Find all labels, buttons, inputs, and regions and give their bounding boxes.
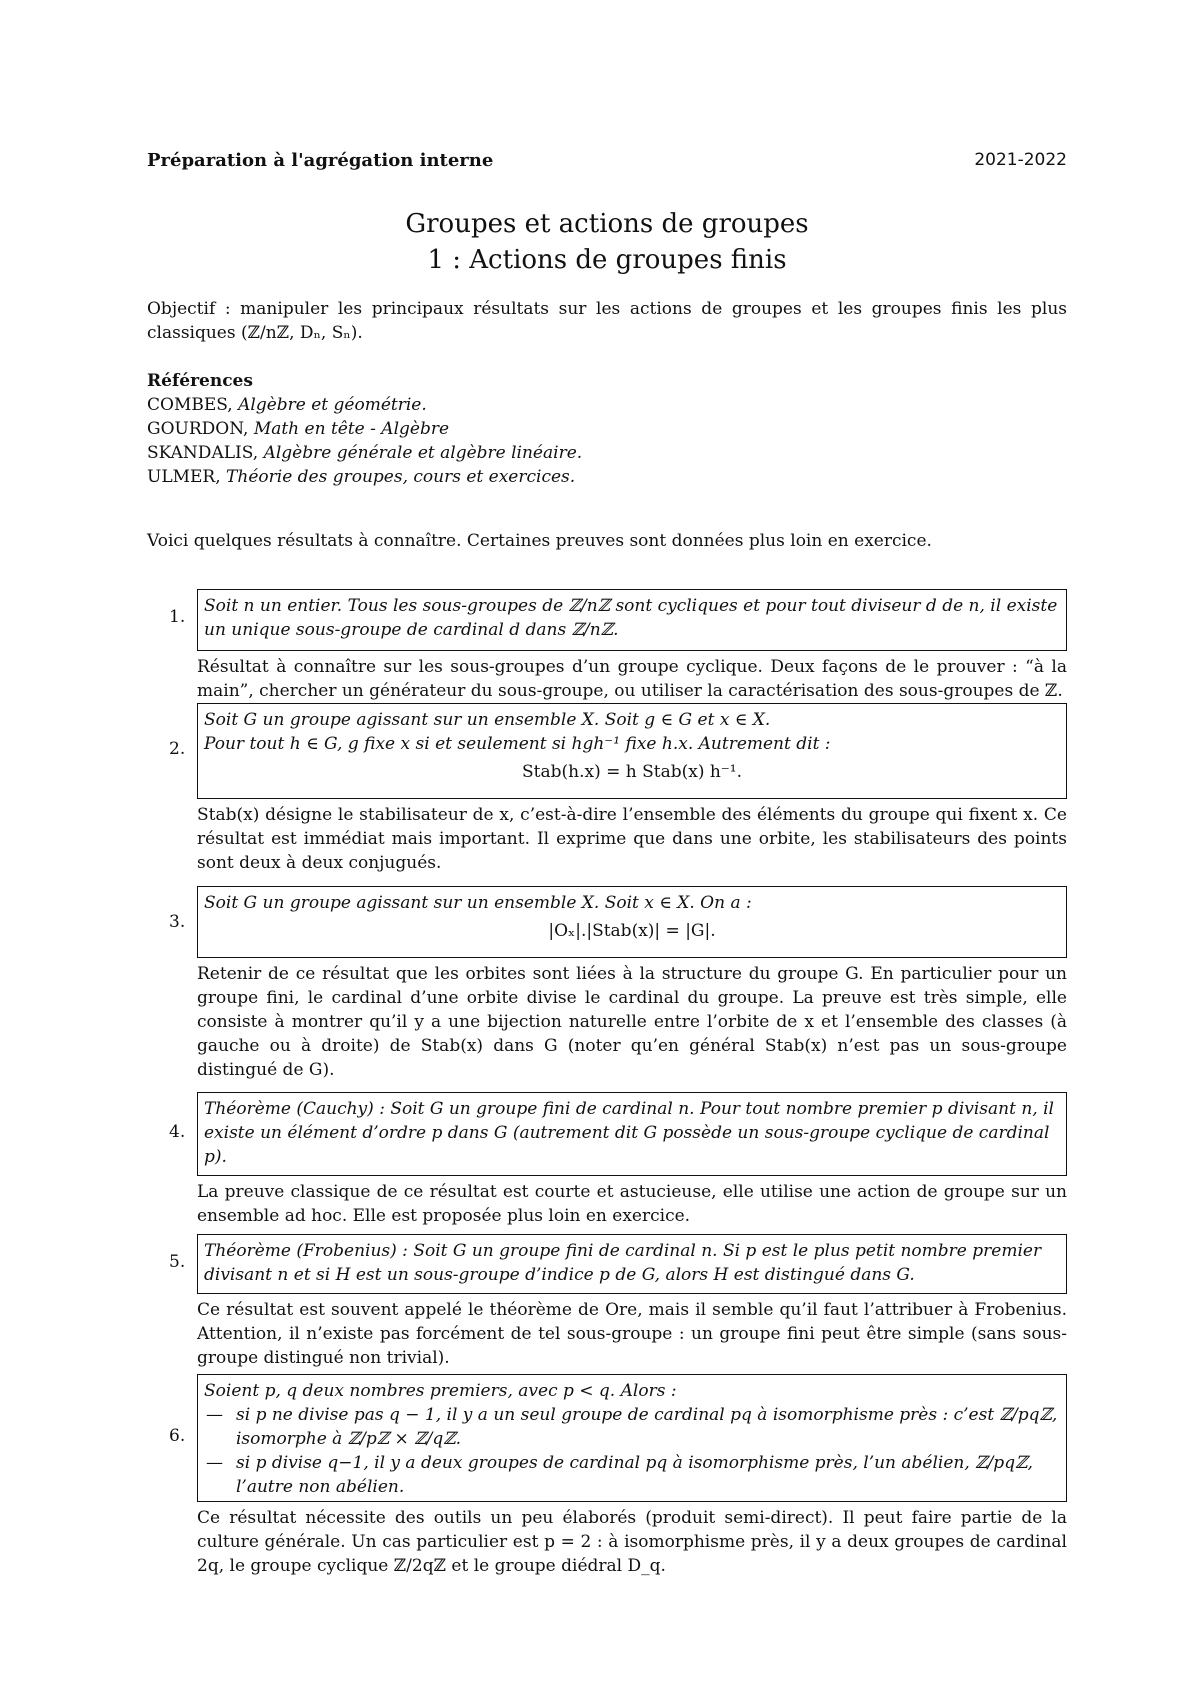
- result-comment: Résultat à connaître sur les sous-groupes d’un groupe cyclique. Deux façons de le prouver : “à la main”, chercher un générateur du sous-groupe, ou utiliser la caractérisation des sous-groupes de ℤ.: [197, 657, 1067, 701]
- reference-work: Math en tête - Algèbre: [253, 419, 450, 439]
- header-course: Préparation à l'agrégation interne: [147, 150, 494, 171]
- result-box: [197, 1374, 1067, 1502]
- reference-work: Algèbre et géométrie.: [238, 395, 427, 415]
- title-line-2: 1 : Actions de groupes finis: [427, 245, 787, 275]
- box-line: Soit G un groupe agissant sur un ensemble X. Soit x ∈ X. On a :: [204, 893, 752, 913]
- result-box: Soit n un entier. Tous les sous-groupes de ℤ/nℤ sont cycliques et pour tout diviseur d de n, il existe un unique sous-groupe de cardinal d dans ℤ/nℤ.: [197, 589, 1067, 651]
- objective-paragraph: Objectif : manipuler les principaux résultats sur les actions de groupes et les groupes finis les plus classiques (ℤ/nℤ, Dₙ, Sₙ).: [147, 299, 1067, 343]
- box-line: Soit G un groupe agissant sur un ensemble X. Soit g ∈ G et x ∈ X.: [204, 710, 771, 730]
- header: [147, 150, 1067, 171]
- reference-item: [147, 441, 1067, 465]
- references-heading: Références: [147, 371, 253, 391]
- reference-author: SKANDALIS,: [147, 443, 259, 463]
- result-comment: Stab(x) désigne le stabilisateur de x, c’est-à-dire l’ensemble des éléments du groupe qui fixent x. Ce résultat est immédiat mais important. Il exprime que dans une orbite, les stabilisateurs des points sont deux à deux conjugués.: [197, 805, 1067, 873]
- result-box: [197, 703, 1067, 799]
- box-line: Pour tout h ∈ G, g fixe x si et seulement si hgh⁻¹ fixe h.x. Autrement dit :: [204, 734, 831, 754]
- item-number: 4.: [169, 1122, 186, 1142]
- header-year: 2021-2022: [974, 150, 1067, 170]
- reference-item: [147, 465, 1067, 489]
- result-box: Théorème (Cauchy) : Soit G un groupe fini de cardinal n. Pour tout nombre premier p divisant n, il existe un élément d’ordre p dans G (autrement dit G possède un sous-groupe cyclique de cardinal p).: [197, 1092, 1067, 1176]
- equation: |Oₓ|.|Stab(x)| = |G|.: [548, 921, 716, 941]
- item-number: 6.: [169, 1426, 186, 1446]
- reference-item: [147, 393, 1067, 417]
- intro-paragraph: Voici quelques résultats à connaître. Certaines preuves sont données plus loin en exercice.: [147, 531, 932, 551]
- item-number: 2.: [169, 739, 186, 759]
- result-comment: Retenir de ce résultat que les orbites sont liées à la structure du groupe G. En particulier pour un groupe fini, le cardinal d’une orbite divise le cardinal du groupe. La preuve est très simple, elle consiste à montrer qu’il y a une bijection naturelle entre l’orbite de x et l’ensemble des classes (à gauche ou à droite) de Stab(x) dans G (noter qu’en général Stab(x) n’est pas un sous-groupe distingué de G).: [197, 964, 1067, 1080]
- result-box: Théorème (Frobenius) : Soit G un groupe fini de cardinal n. Si p est le plus petit nombre premier divisant n et si H est un sous-groupe d’indice p de G, alors H est distingué dans G.: [197, 1234, 1067, 1294]
- document-title: [147, 206, 1067, 278]
- bullet-item: — si p ne divise pas q − 1, il y a un seul groupe de cardinal pq à isomorphisme près : c’est ℤ/pqℤ, isomorphe à ℤ/pℤ × ℤ/qℤ.: [236, 1403, 1060, 1451]
- result-box: [197, 886, 1067, 958]
- title-line-1: Groupes et actions de groupes: [405, 209, 809, 239]
- result-comment: Ce résultat est souvent appelé le théorème de Ore, mais il semble qu’il faut l’attribuer à Frobenius. Attention, il n’existe pas forcément de tel sous-groupe : un groupe fini peut être simple (sans sous-groupe distingué non trivial).: [197, 1300, 1067, 1368]
- reference-author: GOURDON,: [147, 419, 249, 439]
- bullet-item: — si p divise q−1, il y a deux groupes de cardinal pq à isomorphisme près, l’un abélien, ℤ/pqℤ, l’autre non abélien.: [236, 1451, 1060, 1499]
- box-line: Soient p, q deux nombres premiers, avec p < q. Alors :: [204, 1381, 677, 1401]
- item-number: 5.: [169, 1252, 186, 1272]
- reference-author: COMBES,: [147, 395, 233, 415]
- reference-work: Algèbre générale et algèbre linéaire.: [263, 443, 583, 463]
- result-bullets: [204, 1403, 1060, 1499]
- reference-author: ULMER,: [147, 467, 221, 487]
- reference-work: Théorie des groupes, cours et exercices.: [226, 467, 576, 487]
- item-number: 1.: [169, 607, 186, 627]
- equation: Stab(h.x) = h Stab(x) h⁻¹.: [522, 762, 742, 782]
- result-comment: La preuve classique de ce résultat est courte et astucieuse, elle utilise une action de groupe sur un ensemble ad hoc. Elle est proposée plus loin en exercice.: [197, 1182, 1067, 1226]
- item-number: 3.: [169, 912, 186, 932]
- reference-item: [147, 417, 1067, 441]
- references-section: [147, 369, 1067, 489]
- result-comment: Ce résultat nécessite des outils un peu élaborés (produit semi-direct). Il peut faire partie de la culture générale. Un cas particulier est p = 2 : à isomorphisme près, il y a deux groupes de cardinal 2q, le groupe cyclique ℤ/2qℤ et le groupe diédral D_q.: [197, 1508, 1067, 1576]
